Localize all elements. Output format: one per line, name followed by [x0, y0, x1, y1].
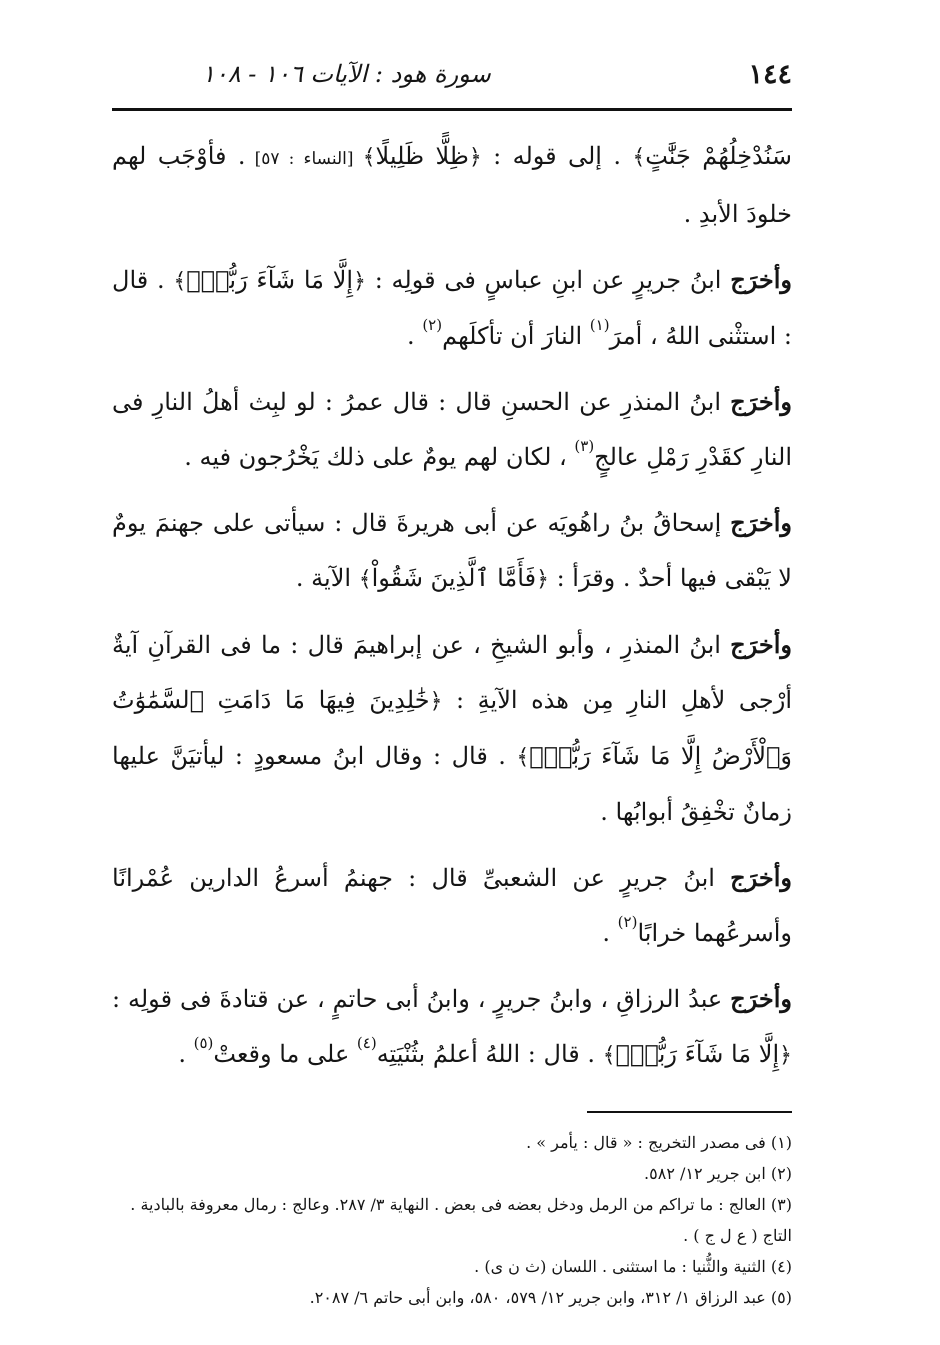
text-run: النارَ أن تأكلَهم	[442, 322, 590, 350]
text-run: .	[178, 1040, 194, 1068]
quran-text: إِلَّا مَا شَآءَ رَبُّكَۚ	[186, 266, 354, 294]
ornate-bracket: ﴾	[362, 145, 376, 170]
paragraph-lead-word: وأخرَج	[730, 630, 792, 659]
quran-text: فَأَمَّا ٱلَّذِينَ شَقُواْ	[371, 564, 537, 592]
footnote-rule	[587, 1111, 792, 1113]
ornate-bracket: ﴿	[353, 269, 366, 294]
footnote-marker: (١)	[589, 316, 610, 334]
page-number: ١٤٤	[748, 58, 792, 90]
paragraph	[112, 129, 792, 242]
text-run: على ما وقعتْ	[213, 1040, 357, 1068]
text-run: ، لكان لهم يومٌ على ذلك يَخْرُجون فيه .	[184, 443, 575, 471]
paragraph	[112, 252, 792, 364]
page-header	[112, 48, 792, 100]
ornate-bracket: ﴿	[779, 1043, 792, 1068]
text-run: عبدُ الرزاقِ ، وابنُ جريرٍ ، وابنُ أبى حاتمٍ ، عن قتادةَ فى قولِه :	[112, 985, 731, 1013]
footnote: (١) فى مصدر التخريج : « قال : يأمر » .	[526, 1133, 792, 1152]
footnote-marker: (٤)	[356, 1034, 377, 1052]
paragraph	[112, 374, 792, 485]
ornate-bracket: ﴿	[468, 145, 482, 170]
ornate-bracket: ﴾	[516, 745, 530, 770]
footnotes-section	[112, 1127, 792, 1313]
text-run: ابنُ جريرٍ عن ابنِ عباسٍ فى قولِه :	[366, 266, 731, 294]
paragraph-lead-word: وأخرَج	[730, 508, 792, 537]
text-run: الآية .	[295, 564, 359, 592]
text-run: إسحاقُ بنُ راهُويَه عن أبى هريرةَ قال : سيأتى على جهنمَ يومٌ لا يَبْقى فيها أحدٌ . وقرَأ :	[112, 509, 792, 592]
footnote-marker: (٢)	[617, 913, 638, 931]
paragraph-lead-word: وأخرَج	[730, 265, 793, 294]
footnote-marker: (٢)	[422, 316, 443, 334]
paragraph	[112, 971, 792, 1083]
paragraph-lead-word: وأخرَج	[730, 387, 792, 416]
text-run: .	[407, 322, 423, 350]
ornate-bracket: ﴾	[173, 269, 187, 294]
quran-text: ظِلًّا ظَلِيلًا	[375, 142, 469, 170]
ornate-bracket: ﴿	[536, 567, 549, 592]
text-run: ابنُ المنذرِ ، وأبو الشيخِ ، عن إبراهيمَ قال : ما فى القرآنِ آيةٌ أرْجى لأهلِ النارِ مِن هذه الآيةِ :	[112, 631, 792, 714]
paragraph	[112, 495, 792, 607]
footnote-marker: (٣)	[574, 437, 595, 455]
paragraph-lead-word: وأخرَج	[730, 863, 792, 892]
ornate-bracket: ﴾	[358, 567, 372, 592]
text-run: . فأوْجَب لهم خلودَ الأبدِ .	[112, 142, 792, 228]
running-title: سورة هود : الآيات ١٠٦ - ١٠٨	[202, 60, 491, 88]
ornate-bracket: ﴾	[602, 1043, 616, 1068]
text-run: .	[602, 919, 618, 947]
body-text	[112, 129, 792, 1083]
paragraph-lead-word: وأخرَج	[730, 984, 792, 1013]
header-rule	[112, 108, 792, 111]
text-run: ابنُ المنذرِ عن الحسنِ قال : قال عمرُ : لو لبِث أهلُ النارِ فى النارِ كقَدْرِ رَمْلِ عالجٍ	[112, 388, 792, 471]
footnote: (٤) الثنية والثُّنيا : ما استثنى . اللسان (ث ن ى) .	[474, 1257, 792, 1276]
footnote: (٥) عبد الرزاق ١/ ٣١٢، وابن جرير ١٢/ ٥٧٩، ٥٨٠، وابن أبى حاتم ٦/ ٢٠٨٧.	[309, 1288, 792, 1307]
text-run: . قال : وقال ابنُ مسعودٍ : ليأتيَنَّ عليها زمانٌ تخْفِقُ أبوابُها .	[112, 742, 792, 826]
paragraph	[112, 617, 792, 840]
quran-text: سَنُدْخِلُهُمْ جَنَّٰتٍ	[645, 142, 792, 170]
quran-text: إِلَّا مَا شَآءَ رَبُّكَۚ	[615, 1040, 780, 1068]
text-run: ابنُ جريرٍ عن الشعبىِّ قال : جهنمُ أسرعُ الدارين عُمْرانًا وأسرعُهما خرابًا	[112, 864, 792, 947]
book-page	[112, 48, 792, 1308]
paragraph	[112, 850, 792, 961]
text-run: . إلى قوله :	[481, 142, 633, 170]
ornate-bracket: ﴾	[632, 145, 646, 170]
footnote-marker: (٥)	[193, 1034, 214, 1052]
text-run: . قال : اللهُ أعلمُ بثُنْيَتِه	[376, 1040, 603, 1068]
footnote: (٢) ابن جرير ١٢/ ٥٨٢.	[644, 1164, 792, 1183]
footnote: (٣) العالج : ما تراكم من الرمل ودخل بعضه فى بعض . النهاية ٣/ ٢٨٧. وعالج : رمال معروفة بالبادية . التاج ( ع ل ج ) .	[130, 1195, 792, 1245]
verse-reference: [النساء : ٥٧]	[245, 149, 363, 169]
text-run: . قال : استثْنى اللهُ ، أمرَ	[112, 266, 792, 350]
quran-text: خَٰلِدِينَ فِيهَا مَا دَامَتِ ٱلسَّمَٰوَٰتُ وَٱلْأَرْضُ إِلَّا مَا شَآءَ رَبُّكَۚ	[112, 686, 793, 770]
ornate-bracket: ﴿	[429, 689, 443, 714]
